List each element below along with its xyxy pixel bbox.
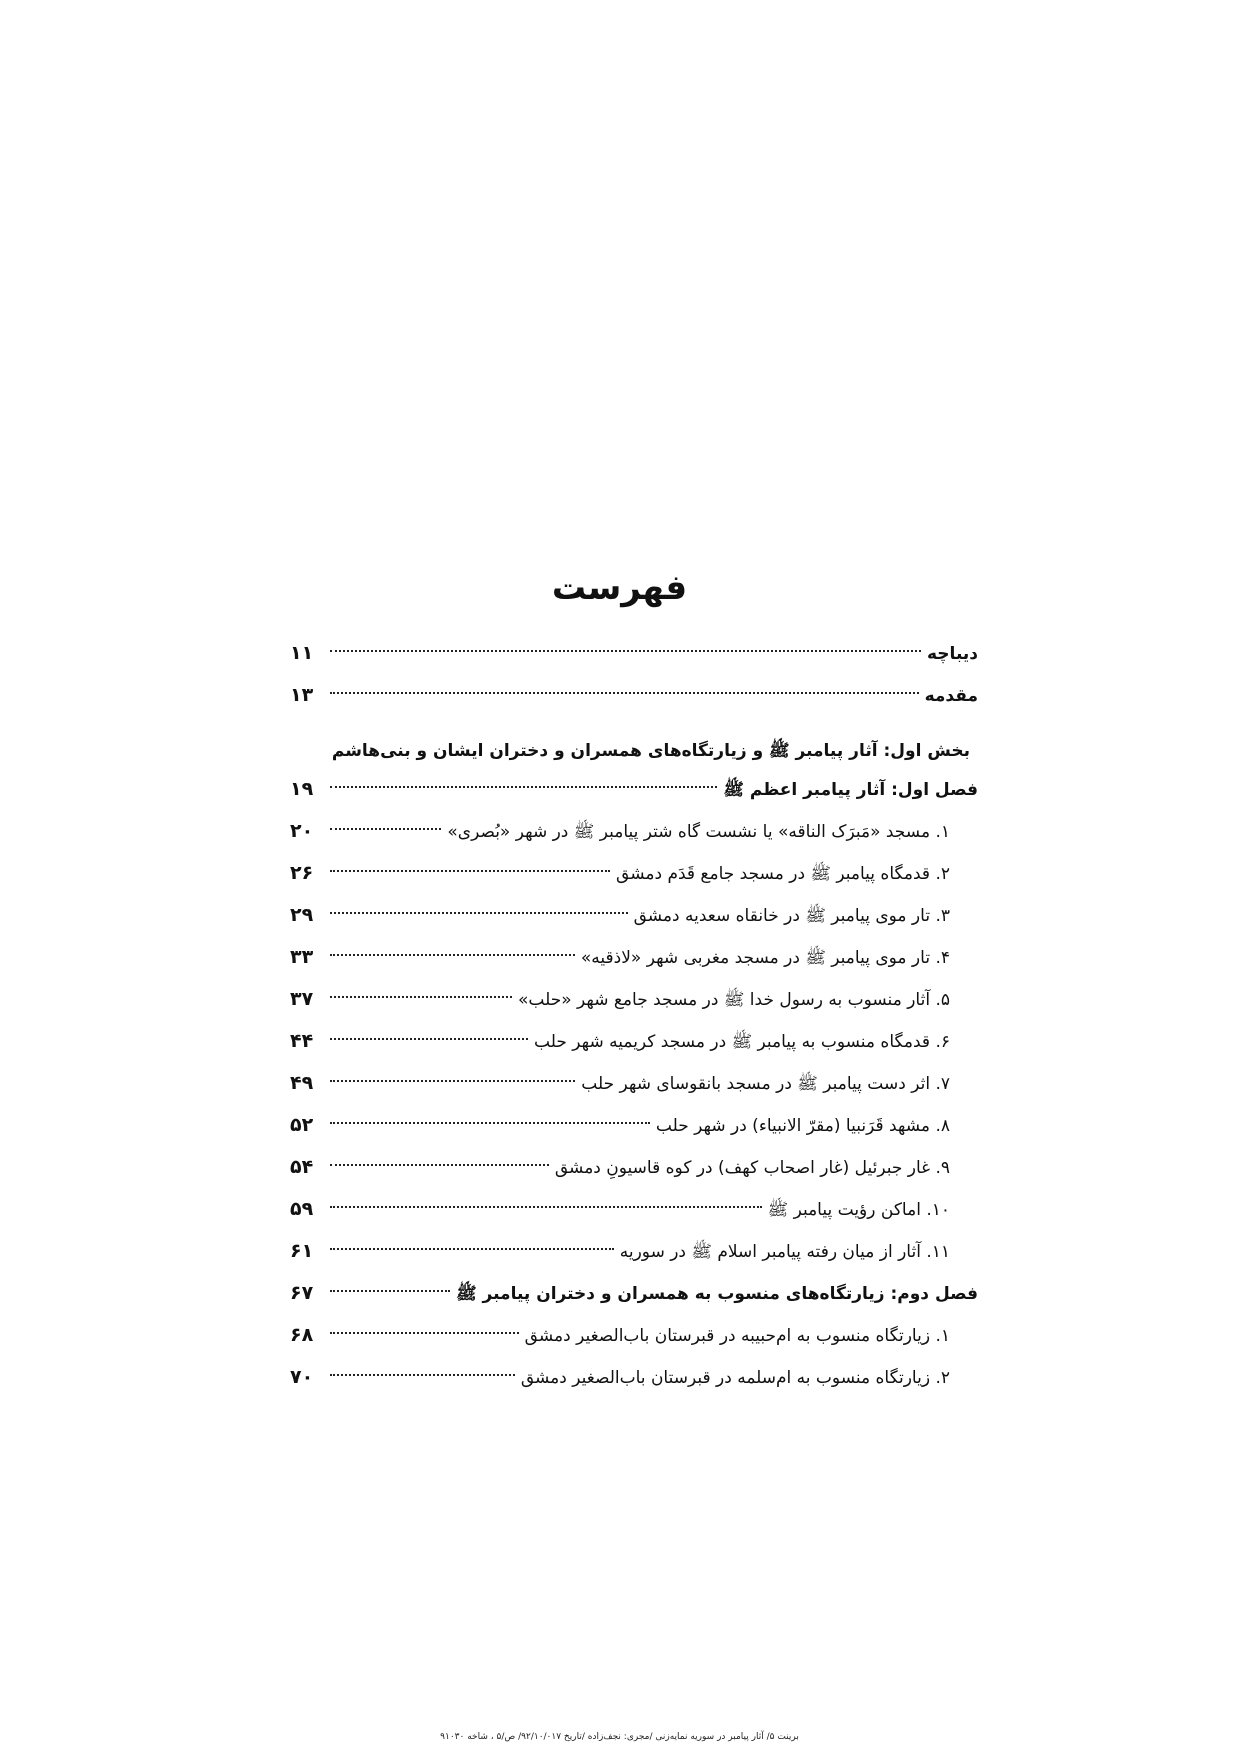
toc-entry-page: ۷۰ (290, 1366, 314, 1388)
leader-dots (330, 786, 717, 788)
page-footer: برینت ۵/ آثار پیامبر در سوریه نمایه‌زنی /مجری: نجف‌زاده /تاریخ ۹۲/۱۰/۰۱۷/ ص/۵ ، شاخه ۹۱۰۳۰ (440, 1732, 799, 1742)
toc-row[interactable] (290, 894, 978, 936)
toc-entry-page: ۵۴ (290, 1156, 314, 1178)
toc-row[interactable] (290, 810, 978, 852)
leader-dots (330, 1332, 519, 1334)
toc-entry-title: ۱. مسجد «مَبرَک الناقه» یا نشست گاه شتر پیامبر ﷺ در شهر «بُصری» (447, 822, 950, 842)
toc-entry-page: ۵۹ (290, 1198, 314, 1220)
toc-entry-page: ۶۷ (290, 1282, 314, 1304)
toc-entry-page: ۴۴ (290, 1030, 314, 1052)
toc-entry-page: ۱۳ (290, 684, 314, 706)
toc-entry-page: ۱۹ (290, 778, 314, 800)
leader-dots (330, 1122, 650, 1124)
leader-dots (330, 1290, 450, 1292)
leader-dots (330, 1206, 762, 1208)
toc-row[interactable] (290, 936, 978, 978)
leader-dots (330, 912, 628, 914)
leader-dots (330, 1038, 528, 1040)
toc-row[interactable] (290, 852, 978, 894)
toc-row-chapter-1[interactable] (290, 768, 978, 810)
toc-entry-page: ۶۱ (290, 1240, 314, 1262)
toc-entry-page: ۴۹ (290, 1072, 314, 1094)
toc-entry-title: ۴. تار موی پیامبر ﷺ در مسجد مغربی شهر «لاذقیه» (580, 948, 950, 968)
toc-entry-title: ۱. زیارتگاه منسوب به ام‌حبیبه در قبرستان باب‌الصغیر دمشق (524, 1326, 950, 1346)
toc-row-preface[interactable] (290, 632, 978, 674)
table-of-contents (290, 632, 978, 1398)
toc-entry-page: ۵۲ (290, 1114, 314, 1136)
toc-entry-title: دیباچه (927, 644, 978, 664)
toc-entry-title: ۵. آثار منسوب به رسول خدا ﷺ در مسجد جامع شهر «حلب» (517, 990, 950, 1010)
toc-entry-title: فصل اول: آثار پیامبر اعظم ﷺ (723, 780, 978, 800)
toc-entry-title: ۶. قدمگاه منسوب به پیامبر ﷺ در مسجد کریمیه شهر حلب (534, 1032, 950, 1052)
toc-entry-title: ۳. تار موی پیامبر ﷺ در خانقاه سعدیه دمشق (633, 906, 950, 926)
toc-row[interactable] (290, 1356, 978, 1398)
toc-entry-title: ۲. زیارتگاه منسوب به ام‌سلمه در قبرستان باب‌الصغیر دمشق (520, 1368, 950, 1388)
toc-entry-page: ۲۰ (290, 820, 314, 842)
toc-entry-title: مقدمه (924, 686, 978, 706)
toc-entry-page: ۱۱ (290, 642, 314, 664)
toc-row[interactable] (290, 1230, 978, 1272)
toc-row[interactable] (290, 1314, 978, 1356)
toc-entry-page: ۳۷ (290, 988, 314, 1010)
leader-dots (330, 1374, 515, 1376)
leader-dots (330, 650, 921, 652)
toc-row[interactable] (290, 1020, 978, 1062)
toc-entry-page: ۲۹ (290, 904, 314, 926)
toc-entry-title: فصل دوم: زیارتگاه‌های منسوب به همسران و دختران پیامبر ﷺ (456, 1284, 978, 1304)
toc-row[interactable] (290, 978, 978, 1020)
leader-dots (330, 996, 512, 998)
toc-entry-title: ۹. غار جبرئیل (غار اصحاب کهف) در کوه قاسیونِ دمشق (554, 1158, 950, 1178)
toc-entry-page: ۶۸ (290, 1324, 314, 1346)
leader-dots (330, 954, 575, 956)
toc-entry-title: ۲. قدمگاه پیامبر ﷺ در مسجد جامع قَدَم دمشق (616, 864, 950, 884)
toc-row-introduction[interactable] (290, 674, 978, 716)
toc-row[interactable] (290, 1188, 978, 1230)
toc-entry-title: ۱۰. اماکن رؤیت پیامبر ﷺ (767, 1200, 950, 1220)
part-heading: بخش اول: آثار پیامبر ﷺ و زیارتگاه‌های همسران و دختران ایشان و بنی‌هاشم (331, 741, 970, 761)
leader-dots (330, 692, 919, 694)
leader-dots (330, 1164, 549, 1166)
page-title: فهرست (551, 568, 688, 608)
toc-row[interactable] (290, 1104, 978, 1146)
toc-entry-page: ۳۳ (290, 946, 314, 968)
toc-row[interactable] (290, 1062, 978, 1104)
toc-row[interactable] (290, 1146, 978, 1188)
toc-entry-title: ۸. مشهد قَرَنبیا (مقرّ الانبیاء) در شهر حلب (655, 1116, 950, 1136)
leader-dots (330, 1080, 575, 1082)
leader-dots (330, 828, 441, 830)
leader-dots (330, 870, 610, 872)
toc-entry-title: ۷. اثر دست پیامبر ﷺ در مسجد بانقوسای شهر حلب (581, 1074, 950, 1094)
toc-row-chapter-2[interactable] (290, 1272, 978, 1314)
spacer (290, 716, 978, 734)
toc-entry-page: ۲۶ (290, 862, 314, 884)
toc-entry-title: ۱۱. آثار از میان رفته پیامبر اسلام ﷺ در سوریه (619, 1242, 950, 1262)
leader-dots (330, 1248, 614, 1250)
